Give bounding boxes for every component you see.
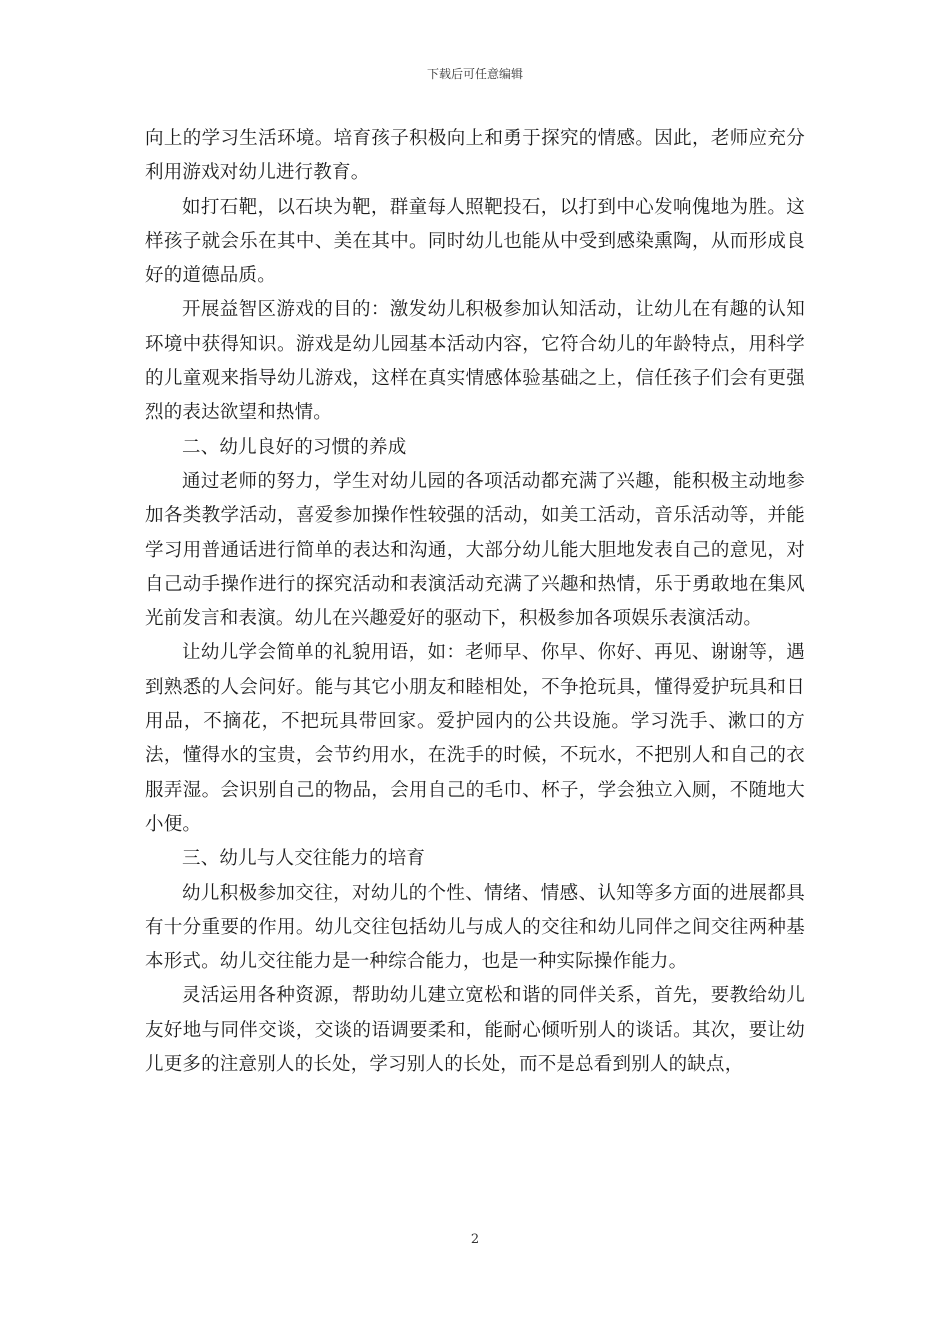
- document-body: [145, 122, 805, 1082]
- paragraph-polite-language: 让幼儿学会简单的礼貌用语，如：老师早、你早、你好、再见、谢谢等，遇到熟悉的人会问好。能与其它小朋友和睦相处，不争抢玩具，懂得爱护玩具和日用品，不摘花，不把玩具带回家。爱护园内的公共设施。学习洗手、漱口的方法，懂得水的宝贵，会节约用水，在洗手的时候，不玩水，不把别人和自己的衣服弄湿。会识别自己的物品，会用自己的毛巾、杯子，学会独立入厕，不随地大小便。: [145, 642, 805, 835]
- paragraph-teacher-efforts: 通过老师的努力，学生对幼儿园的各项活动都充满了兴趣，能积极主动地参加各类教学活动，喜爱参加操作性较强的活动，如美工活动，音乐活动等，并能学习用普通话进行简单的表达和沟通，大部分幼儿能大胆地发表自己的意见，对自己动手操作进行的探究活动和表演活动充满了兴趣和热情，乐于勇敢地在集风光前发言和表演。幼儿在兴趣爱好的驱动下，积极参加各项娱乐表演活动。: [145, 470, 805, 630]
- paragraph-puzzle-games: 开展益智区游戏的目的：激发幼儿积极参加认知活动，让幼儿在有趣的认知环境中获得知识。游戏是幼儿园基本活动内容，它符合幼儿的年龄特点，用科学的儿童观来指导幼儿游戏，这样在真实情感体验基础之上，信任孩子们会有更强烈的表达欲望和热情。: [145, 299, 805, 424]
- paragraph-social-interaction: 幼儿积极参加交往，对幼儿的个性、情绪、情感、认知等多方面的进展都具有十分重要的作用。幼儿交往包括幼儿与成人的交往和幼儿同伴之间交往两种基本形式。幼儿交往能力是一种综合能力，也是一种实际操作能力。: [145, 882, 805, 973]
- page-number: 2: [470, 1232, 480, 1247]
- paragraph-continuation: 向上的学习生活环境。培育孩子积极向上和勇于探究的情感。因此，老师应充分利用游戏对幼儿进行教育。: [145, 128, 805, 184]
- paragraph-peer-relations: 灵活运用各种资源，帮助幼儿建立宽松和谐的同伴关系，首先，要教给幼儿友好地与同伴交谈，交谈的语调要柔和，能耐心倾听别人的谈话。其次，要让幼儿更多的注意别人的长处，学习别人的长处，而不是总看到别人的缺点，: [145, 985, 805, 1076]
- section-heading-habits: 二、幼儿良好的习惯的养成: [182, 436, 407, 458]
- page-header-note: 下载后可任意编辑: [426, 67, 523, 81]
- section-heading-social-skills: 三、幼儿与人交往能力的培育: [182, 848, 426, 870]
- paragraph-stone-target: 如打石靶，以石块为靶，群童每人照靶投石，以打到中心发响傀地为胜。这样孩子就会乐在其中、美在其中。同时幼儿也能从中受到感染熏陶，从而形成良好的道德品质。: [145, 196, 805, 287]
